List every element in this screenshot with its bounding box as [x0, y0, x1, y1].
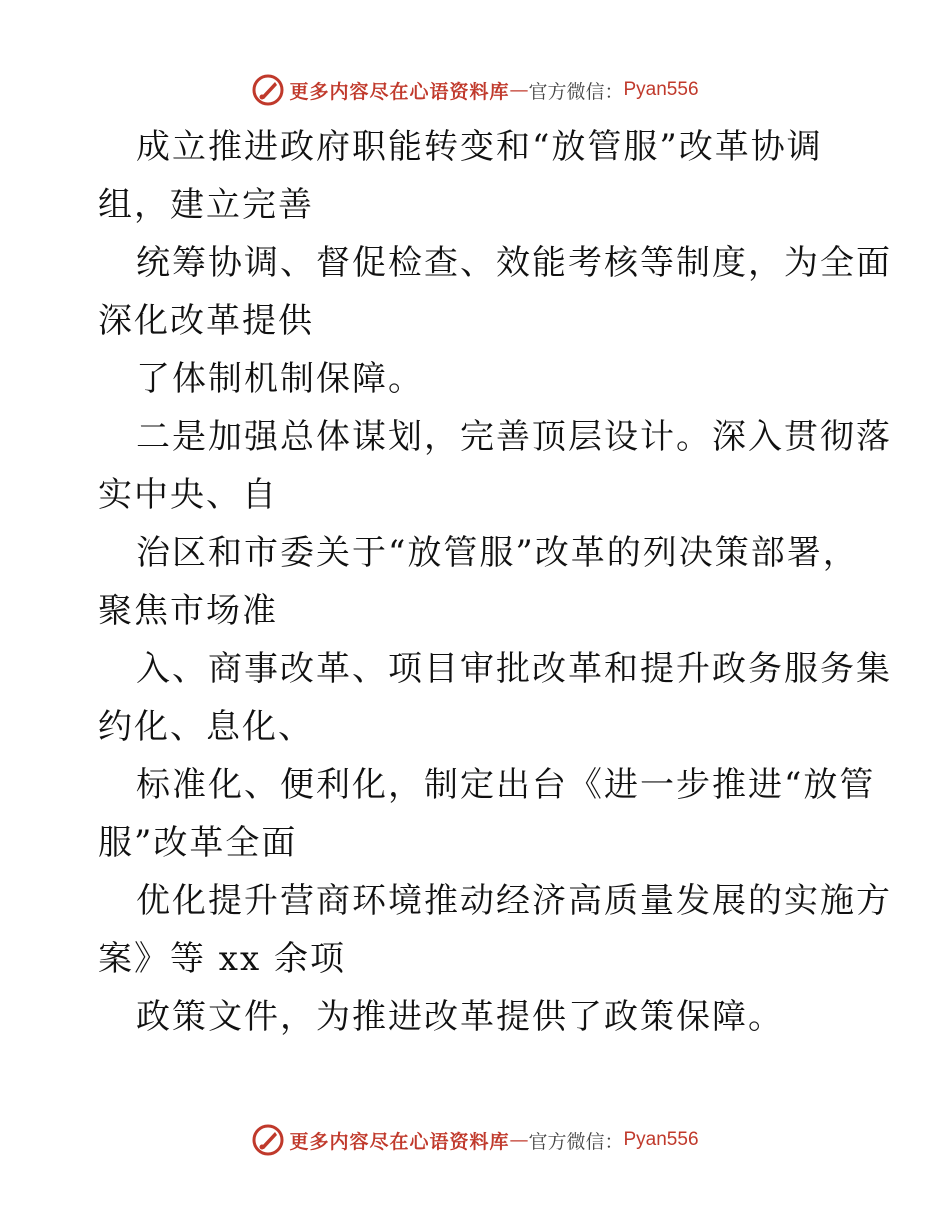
text-line: 了体制机制保障。 — [136, 359, 424, 399]
text-line: 成立推进政府职能转变和“放管服”改革协调 — [136, 127, 823, 167]
header-brand: 更多内容尽在心语资料库 — [289, 80, 510, 103]
text-line: 政策文件，为推进改革提供了政策保障。 — [136, 997, 784, 1037]
text-line: 实中央、自 — [98, 475, 278, 515]
header-channel: 官方微信： — [528, 80, 624, 103]
header-banner — [0, 70, 950, 110]
text-line: 组，建立完善 — [98, 185, 314, 225]
header-separator: — — [509, 79, 529, 101]
text-line: 约化、息化、 — [98, 707, 314, 747]
text-line: 二是加强总体谋划，完善顶层设计。深入贯彻落 — [136, 417, 892, 457]
document-body — [98, 118, 892, 1046]
text-line: 案》等 xx 余项 — [98, 939, 346, 979]
header-wechat-id: Pyan556 — [623, 79, 699, 100]
text-line: 优化提升营商环境推动经济高质量发展的实施方 — [136, 881, 892, 921]
text-line: 统筹协调、督促检查、效能考核等制度，为全面 — [136, 243, 892, 283]
text-line: 治区和市委关于“放管服”改革的列决策部署， — [136, 533, 859, 573]
quill-seal-icon — [251, 73, 285, 107]
footer-wechat-id: Pyan556 — [623, 1129, 699, 1150]
footer-separator: — — [509, 1129, 529, 1151]
text-line: 服”改革全面 — [98, 823, 298, 863]
footer-channel: 官方微信： — [528, 1130, 624, 1153]
text-line: 聚焦市场准 — [98, 591, 278, 631]
text-line: 标准化、便利化，制定出台《进一步推进“放管 — [136, 765, 876, 805]
footer-brand: 更多内容尽在心语资料库 — [289, 1130, 510, 1153]
text-line: 深化改革提供 — [98, 301, 314, 341]
footer-banner — [0, 1120, 950, 1160]
quill-seal-icon — [251, 1123, 285, 1157]
text-line: 入、商事改革、项目审批改革和提升政务服务集 — [136, 649, 892, 689]
